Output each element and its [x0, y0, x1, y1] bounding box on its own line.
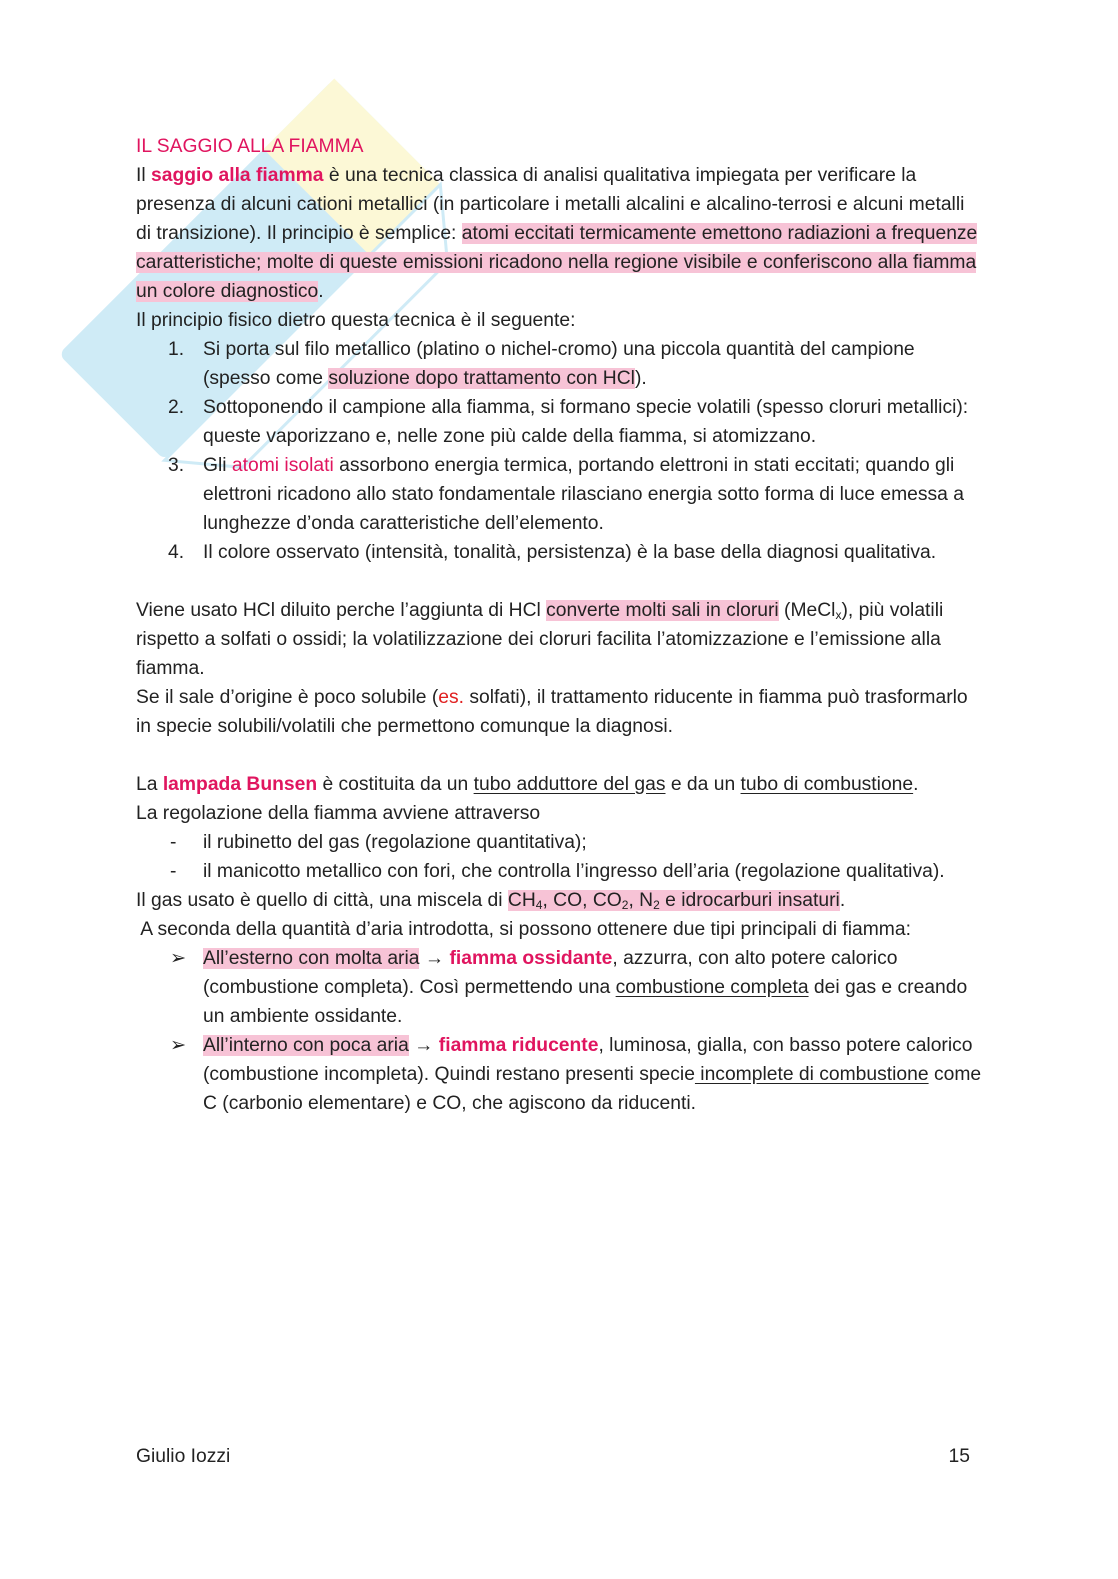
dash-marker: -: [170, 861, 177, 882]
subscript: x: [835, 608, 842, 622]
highlight-text: All’esterno con molta aria: [203, 948, 420, 969]
text: il rubinetto del gas (regolazione quantitativa);: [203, 832, 587, 853]
text: Il: [136, 165, 151, 186]
list-item: [136, 393, 982, 451]
section-title: IL SAGGIO ALLA FIAMMA: [136, 136, 364, 157]
text: CH: [507, 890, 536, 911]
text: .: [913, 774, 919, 795]
term-fiamma-riducente: fiamma riducente: [438, 1035, 599, 1056]
text: , luminosa, gialla, con basso potere calorico (combustione incompleta). Quindi restano presenti specie: [203, 1035, 973, 1085]
flames-list: [136, 944, 982, 1118]
highlight-text: converte molti sali in cloruri: [546, 600, 779, 621]
list-item: [136, 1031, 982, 1118]
arrow-icon: →: [408, 1035, 439, 1056]
list-number: 4.: [168, 542, 185, 563]
steps-list: [136, 335, 982, 567]
text: , azzurra, con alto potere calorico (combustione completa). Così permettendo una: [203, 948, 898, 998]
underlined-text: tubo adduttore del gas: [473, 774, 666, 795]
arrow-bullet-icon: ➢: [170, 1035, 187, 1056]
text: è costituita da un: [317, 774, 474, 795]
term-lampada-bunsen: lampada Bunsen: [162, 774, 318, 795]
list-item: [136, 538, 982, 567]
bunsen-paragraph: [136, 770, 982, 799]
underlined-text: combustione completa: [615, 977, 809, 998]
list-item: [136, 335, 982, 393]
list-number: 1.: [168, 339, 185, 360]
subscript: 4: [535, 898, 543, 912]
arrow-bullet-icon: ➢: [170, 948, 187, 969]
list-number: 2.: [168, 397, 185, 418]
underlined-text: tubo di combustione: [740, 774, 914, 795]
list-item: [136, 944, 982, 1031]
text: Gli: [203, 455, 232, 476]
list-item: [136, 857, 982, 886]
footer-author: Giulio Iozzi: [136, 1446, 231, 1467]
list-item: [136, 451, 982, 538]
text: .: [318, 281, 324, 302]
regulation-intro: La regolazione della fiamma avviene attraverso: [136, 803, 541, 824]
text: ).: [634, 368, 647, 389]
text: e idrocarburi insaturi: [659, 890, 840, 911]
gas-paragraph: [136, 886, 982, 915]
text: solfati), il trattamento riducente in fiamma può trasformarlo in specie solubili/volatili che permettono comunque la diagnosi.: [136, 687, 968, 737]
text: assorbono energia termica, portando elettroni in stati eccitati; quando gli elettroni ricadono allo stato fondamentale rilasciano energia sotto forma di luce emessa a lunghezze d’onda caratteristiche dell’elemento.: [203, 455, 964, 534]
solubility-paragraph: [136, 683, 982, 741]
page-number: 15: [948, 1446, 970, 1467]
text: e da un: [665, 774, 741, 795]
list-number: 3.: [168, 455, 185, 476]
term-fiamma-ossidante: fiamma ossidante: [449, 948, 613, 969]
subscript: 2: [621, 898, 629, 912]
list-item: [136, 828, 982, 857]
underlined-text: incomplete di combustione: [694, 1064, 929, 1085]
text: come C (carbonio elementare) e CO, che agiscono da riducenti.: [203, 1064, 982, 1114]
text: il manicotto metallico con fori, che controlla l’ingresso dell’aria (regolazione qualitativa).: [203, 861, 945, 882]
text: dei gas e creando un ambiente ossidante.: [203, 977, 968, 1027]
spacer: [136, 741, 982, 770]
text: La: [136, 774, 163, 795]
subscript: 2: [653, 898, 660, 912]
text: Si porta sul filo metallico (platino o nichel-cromo) una piccola quantità del campione (spesso come: [203, 339, 915, 389]
pink-text: atomi isolati: [231, 455, 334, 476]
text: Viene usato HCl diluito perche l’aggiunta di HCl: [136, 600, 547, 621]
page-footer: [136, 1446, 970, 1468]
dash-marker: -: [170, 832, 177, 853]
highlight-principle: atomi eccitati termicamente emettono radiazioni a frequenze caratteristiche; molte di queste emissioni ricadono nella regione visibile e conferiscono alla fiamma un colore diagnostico: [136, 223, 978, 302]
text: è una tecnica classica di analisi qualitativa impiegata per verificare la presenza di alcuni cationi metallici (in particolare i metalli alcalini e alcalino-terrosi e alcuni metalli di transizione). Il principio è semplice:: [136, 165, 965, 244]
highlight-gas-mix: [508, 890, 840, 911]
hcl-paragraph: [136, 596, 982, 683]
text: .: [839, 890, 846, 911]
text: ), più volatili rispetto a solfati o ossidi; la volatilizzazione dei cloruri facilita l’atomizzazione e l’emissione alla fiamma.: [136, 600, 944, 679]
highlight-text: All’interno con poca aria: [203, 1035, 409, 1056]
document-page: [136, 132, 982, 1118]
red-text: es.: [438, 687, 464, 708]
term-saggio-alla-fiamma: saggio alla fiamma: [151, 165, 324, 186]
spacer: [136, 567, 982, 596]
highlight-text: soluzione dopo trattamento con HCl: [328, 368, 635, 389]
principle-intro: Il principio fisico dietro questa tecnica è il seguente:: [136, 310, 576, 331]
regulation-list: [136, 828, 982, 886]
arrow-icon: →: [419, 948, 450, 969]
text: , CO, CO: [542, 890, 622, 911]
text: Se il sale d’origine è poco solubile (: [136, 687, 439, 708]
text: (MeCl: [778, 600, 836, 621]
text: Il colore osservato (intensità, tonalità, persistenza) è la base della diagnosi qualitativa.: [203, 542, 937, 563]
text: Sottoponendo il campione alla fiamma, si formano specie volatili (spesso cloruri metallici): queste vaporizzano e, nelle zone più calde della fiamma, si atomizzano.: [203, 397, 969, 447]
flame-types-intro: A seconda della quantità d’aria introdotta, si possono ottenere due tipi principali di fiamma:: [136, 919, 911, 940]
intro-paragraph: [136, 161, 982, 306]
text: , N: [628, 890, 654, 911]
text: Il gas usato è quello di città, una miscela di: [136, 890, 508, 911]
